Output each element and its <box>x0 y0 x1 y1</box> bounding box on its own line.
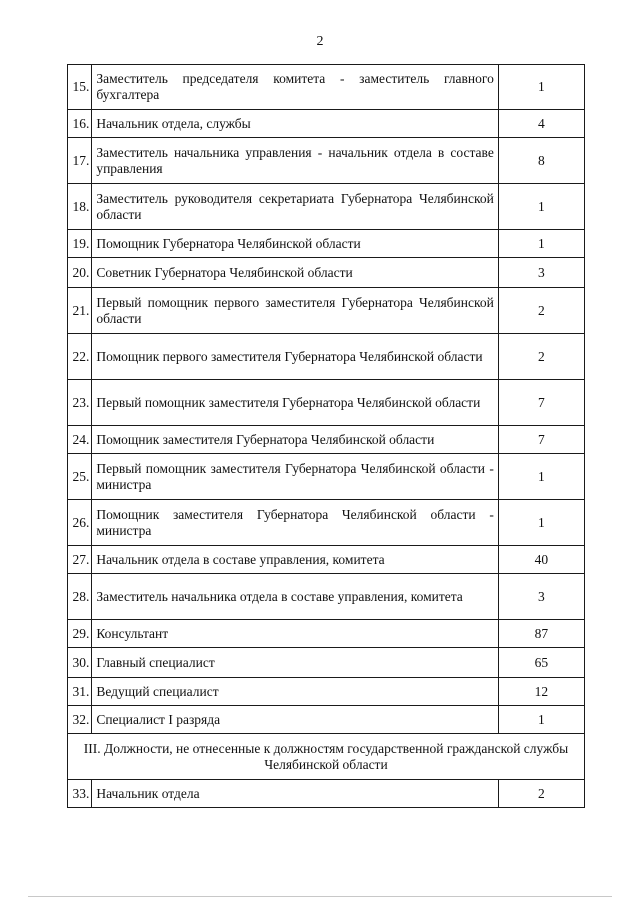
table-row <box>68 138 585 184</box>
row-number: 23. <box>68 380 92 426</box>
row-number: 27. <box>68 546 92 574</box>
table-row <box>68 230 585 258</box>
position-count: 1 <box>498 65 584 110</box>
position-title: Помощник заместителя Губернатора Челябинской области - министра <box>92 500 499 546</box>
position-count: 3 <box>498 258 584 288</box>
position-count: 1 <box>498 184 584 230</box>
position-count: 12 <box>498 678 584 706</box>
row-number: 25. <box>68 454 92 500</box>
position-count: 1 <box>498 454 584 500</box>
position-count: 3 <box>498 574 584 620</box>
position-count: 7 <box>498 380 584 426</box>
row-number: 29. <box>68 620 92 648</box>
table-row <box>68 334 585 380</box>
position-title: Начальник отдела <box>92 780 499 808</box>
position-title: Начальник отдела в составе управления, комитета <box>92 546 499 574</box>
position-title: Начальник отдела, службы <box>92 110 499 138</box>
row-number: 22. <box>68 334 92 380</box>
section-heading-row <box>68 734 585 780</box>
position-title: Первый помощник заместителя Губернатора Челябинской области - министра <box>92 454 499 500</box>
row-number: 33. <box>68 780 92 808</box>
table-row <box>68 184 585 230</box>
section-heading: III. Должности, не отнесенные к должностям государственной гражданской службы Челябинской области <box>68 734 585 780</box>
position-title: Первый помощник заместителя Губернатора Челябинской области <box>92 380 499 426</box>
position-count: 2 <box>498 780 584 808</box>
table-row <box>68 288 585 334</box>
position-count: 7 <box>498 426 584 454</box>
position-title: Помощник первого заместителя Губернатора Челябинской области <box>92 334 499 380</box>
row-number: 17. <box>68 138 92 184</box>
row-number: 16. <box>68 110 92 138</box>
position-count: 65 <box>498 648 584 678</box>
table-row <box>68 110 585 138</box>
row-number: 31. <box>68 678 92 706</box>
position-title: Помощник Губернатора Челябинской области <box>92 230 499 258</box>
table-row <box>68 500 585 546</box>
position-count: 1 <box>498 500 584 546</box>
row-number: 19. <box>68 230 92 258</box>
position-count: 1 <box>498 230 584 258</box>
position-count: 8 <box>498 138 584 184</box>
table-row <box>68 678 585 706</box>
staff-positions-table <box>67 64 585 808</box>
position-title: Заместитель начальника отдела в составе управления, комитета <box>92 574 499 620</box>
position-count: 2 <box>498 288 584 334</box>
position-count: 87 <box>498 620 584 648</box>
row-number: 15. <box>68 65 92 110</box>
position-count: 2 <box>498 334 584 380</box>
position-count: 1 <box>498 706 584 734</box>
row-number: 21. <box>68 288 92 334</box>
position-title: Консультант <box>92 620 499 648</box>
table-row <box>68 454 585 500</box>
row-number: 26. <box>68 500 92 546</box>
page-number: 2 <box>316 34 324 49</box>
table-row <box>68 648 585 678</box>
position-title: Заместитель руководителя секретариата Губернатора Челябинской области <box>92 184 499 230</box>
position-title: Ведущий специалист <box>92 678 499 706</box>
position-title: Заместитель начальника управления - начальник отдела в составе управления <box>92 138 499 184</box>
table-row <box>68 706 585 734</box>
table-body <box>68 65 585 808</box>
scan-edge-line <box>28 896 612 897</box>
position-title: Специалист I разряда <box>92 706 499 734</box>
position-title: Помощник заместителя Губернатора Челябинской области <box>92 426 499 454</box>
position-title: Заместитель председателя комитета - заместитель главного бухгалтера <box>92 65 499 110</box>
table-row <box>68 65 585 110</box>
row-number: 28. <box>68 574 92 620</box>
row-number: 32. <box>68 706 92 734</box>
position-title: Главный специалист <box>92 648 499 678</box>
table-row <box>68 258 585 288</box>
row-number: 20. <box>68 258 92 288</box>
position-title: Первый помощник первого заместителя Губернатора Челябинской области <box>92 288 499 334</box>
table-row <box>68 546 585 574</box>
row-number: 18. <box>68 184 92 230</box>
position-title: Советник Губернатора Челябинской области <box>92 258 499 288</box>
row-number: 24. <box>68 426 92 454</box>
table-row <box>68 574 585 620</box>
table-row <box>68 620 585 648</box>
table-row <box>68 426 585 454</box>
table-row <box>68 780 585 808</box>
row-number: 30. <box>68 648 92 678</box>
table-row <box>68 380 585 426</box>
position-count: 40 <box>498 546 584 574</box>
position-count: 4 <box>498 110 584 138</box>
